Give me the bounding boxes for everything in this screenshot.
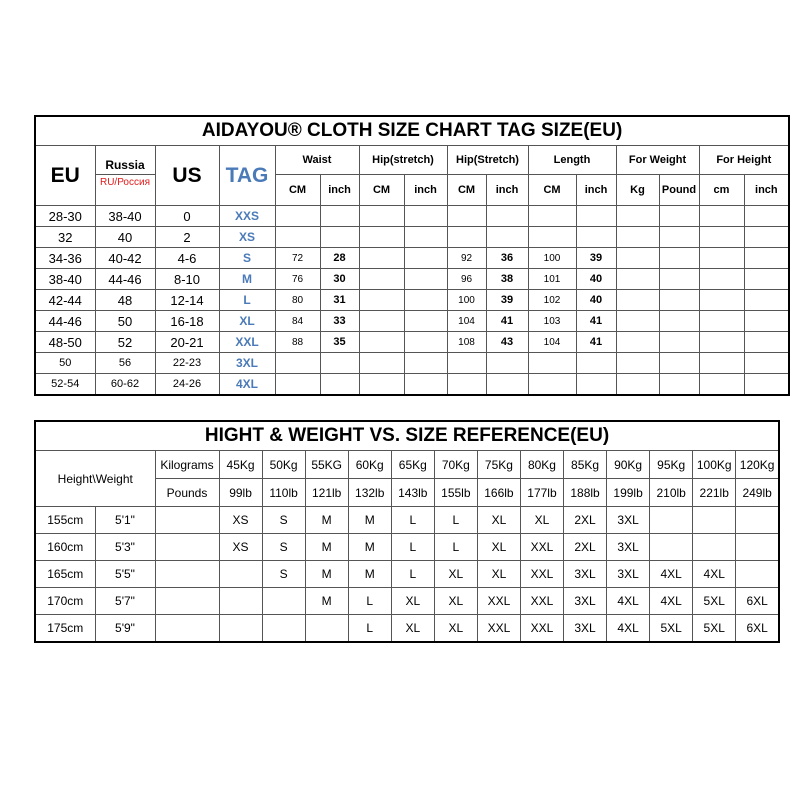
hip1-cm-cell bbox=[359, 311, 404, 332]
eu-size-cell: 42-44 bbox=[35, 290, 95, 311]
size-cell bbox=[219, 588, 262, 615]
for-weight-header: For Weight bbox=[616, 146, 699, 175]
hip2-inch-cell: 39 bbox=[486, 290, 528, 311]
size-cell bbox=[736, 534, 779, 561]
length-cm-cell: 100 bbox=[528, 248, 576, 269]
size-cell: XXL bbox=[520, 534, 563, 561]
kilograms-label: Kilograms bbox=[155, 451, 219, 479]
weight-kg-cell bbox=[616, 353, 659, 374]
kilogram-header-cell: 95Kg bbox=[650, 451, 693, 479]
hip2-cm-cell: 108 bbox=[447, 332, 486, 353]
size-cell: L bbox=[391, 561, 434, 588]
hip2-inch-cell: 36 bbox=[486, 248, 528, 269]
hip1-inch-cell bbox=[404, 269, 447, 290]
ru-size-cell: 56 bbox=[95, 353, 155, 374]
hip1-cm-cell bbox=[359, 269, 404, 290]
table-row bbox=[35, 561, 779, 588]
tag-header: TAG bbox=[219, 146, 275, 206]
table-row bbox=[35, 534, 779, 561]
spacer-cell bbox=[155, 588, 219, 615]
size-cell: XL bbox=[434, 561, 477, 588]
size-cell bbox=[305, 615, 348, 643]
size-cell bbox=[262, 615, 305, 643]
tag-size-cell: XS bbox=[219, 227, 275, 248]
waist-cm-cell: 76 bbox=[275, 269, 320, 290]
height-inch-cell bbox=[744, 290, 789, 311]
hip2-cm-cell bbox=[447, 374, 486, 396]
table-row bbox=[35, 374, 789, 396]
table-row bbox=[35, 332, 789, 353]
tag-size-cell: XL bbox=[219, 311, 275, 332]
eu-size-cell: 34-36 bbox=[35, 248, 95, 269]
size-cell: M bbox=[305, 507, 348, 534]
length-cm-cell: 101 bbox=[528, 269, 576, 290]
length-inch-cell bbox=[576, 206, 616, 227]
height-cm-cell: 170cm bbox=[35, 588, 95, 615]
waist-inch-header: inch bbox=[320, 175, 359, 206]
table-row bbox=[35, 206, 789, 227]
size-cell: L bbox=[391, 507, 434, 534]
weight-pound-cell bbox=[659, 332, 699, 353]
table-row bbox=[35, 227, 789, 248]
size-cell: 3XL bbox=[564, 588, 607, 615]
kilogram-header-cell: 75Kg bbox=[477, 451, 520, 479]
size-cell: XL bbox=[434, 588, 477, 615]
height-inch-cell bbox=[744, 353, 789, 374]
kilogram-header-cell: 85Kg bbox=[564, 451, 607, 479]
kilogram-header-cell: 100Kg bbox=[693, 451, 736, 479]
hip2-cm-cell: 100 bbox=[447, 290, 486, 311]
weight-pound-cell bbox=[659, 248, 699, 269]
weight-kg-cell bbox=[616, 332, 659, 353]
pound-header-cell: 188lb bbox=[564, 479, 607, 507]
waist-inch-cell bbox=[320, 374, 359, 396]
length-cm-cell: 103 bbox=[528, 311, 576, 332]
pound-header-cell: 143lb bbox=[391, 479, 434, 507]
weight-pound-cell bbox=[659, 374, 699, 396]
waist-cm-cell: 84 bbox=[275, 311, 320, 332]
weight-kg-cell bbox=[616, 269, 659, 290]
pound-header-cell: 155lb bbox=[434, 479, 477, 507]
tag-size-cell: S bbox=[219, 248, 275, 269]
hip1-cm-cell bbox=[359, 227, 404, 248]
hip1-inch-cell bbox=[404, 290, 447, 311]
height-cm-cell bbox=[699, 332, 744, 353]
height-ft-cell: 5'1" bbox=[95, 507, 155, 534]
size-cell: L bbox=[391, 534, 434, 561]
pound-header-cell: 132lb bbox=[348, 479, 391, 507]
height-weight-reference bbox=[34, 420, 780, 643]
size-cell: 2XL bbox=[564, 534, 607, 561]
pound-header-cell: 199lb bbox=[607, 479, 650, 507]
table-row bbox=[35, 353, 789, 374]
kilogram-header-cell: 60Kg bbox=[348, 451, 391, 479]
waist-cm-cell: 88 bbox=[275, 332, 320, 353]
weight-kg-cell bbox=[616, 311, 659, 332]
size-cell: XXL bbox=[477, 615, 520, 643]
weight-kg-cell bbox=[616, 248, 659, 269]
hip1-cm-cell bbox=[359, 206, 404, 227]
size-cell: M bbox=[305, 534, 348, 561]
size-cell: L bbox=[348, 588, 391, 615]
eu-size-cell: 38-40 bbox=[35, 269, 95, 290]
kilogram-header-cell: 80Kg bbox=[520, 451, 563, 479]
hip1-inch-cell bbox=[404, 248, 447, 269]
pounds-label: Pounds bbox=[155, 479, 219, 507]
eu-size-cell: 44-46 bbox=[35, 311, 95, 332]
us-size-cell: 0 bbox=[155, 206, 219, 227]
weight-pound-cell bbox=[659, 290, 699, 311]
hip1-cm-cell bbox=[359, 374, 404, 396]
kilogram-header-cell: 120Kg bbox=[736, 451, 779, 479]
hip1-cm-cell bbox=[359, 353, 404, 374]
hip1-inch-cell bbox=[404, 332, 447, 353]
pound-header-cell: 166lb bbox=[477, 479, 520, 507]
height-inch-cell bbox=[744, 227, 789, 248]
length-inch-cell: 40 bbox=[576, 269, 616, 290]
size-cell bbox=[650, 534, 693, 561]
eu-size-cell: 32 bbox=[35, 227, 95, 248]
hip2-cm-cell bbox=[447, 227, 486, 248]
weight-kg-cell bbox=[616, 290, 659, 311]
pound-header-cell: 210lb bbox=[650, 479, 693, 507]
waist-inch-cell bbox=[320, 206, 359, 227]
size-cell: 4XL bbox=[693, 561, 736, 588]
height-cm-header: cm bbox=[699, 175, 744, 206]
hip2-inch-cell: 41 bbox=[486, 311, 528, 332]
height-ft-cell: 5'7" bbox=[95, 588, 155, 615]
weight-pound-cell bbox=[659, 311, 699, 332]
weight-pound-cell bbox=[659, 353, 699, 374]
size-cell: 4XL bbox=[607, 588, 650, 615]
pound-header-cell: 249lb bbox=[736, 479, 779, 507]
tag-size-cell: XXS bbox=[219, 206, 275, 227]
eu-header: EU bbox=[35, 146, 95, 206]
eu-size-cell: 48-50 bbox=[35, 332, 95, 353]
weight-kg-cell bbox=[616, 206, 659, 227]
hip1-cm-cell bbox=[359, 290, 404, 311]
hip2-cm-cell: 96 bbox=[447, 269, 486, 290]
waist-inch-cell bbox=[320, 227, 359, 248]
waist-inch-cell: 33 bbox=[320, 311, 359, 332]
length-cm-cell bbox=[528, 353, 576, 374]
size-cell: L bbox=[434, 534, 477, 561]
size-cell: 3XL bbox=[607, 561, 650, 588]
hip1-cm-cell bbox=[359, 248, 404, 269]
size-cell: XL bbox=[520, 507, 563, 534]
weight-pound-cell bbox=[659, 206, 699, 227]
size-cell bbox=[693, 507, 736, 534]
ru-size-cell: 38-40 bbox=[95, 206, 155, 227]
ru-size-cell: 60-62 bbox=[95, 374, 155, 396]
waist-header: Waist bbox=[275, 146, 359, 175]
weight-kg-header: Kg bbox=[616, 175, 659, 206]
cloth-size-chart bbox=[34, 115, 790, 396]
us-size-cell: 16-18 bbox=[155, 311, 219, 332]
kilogram-header-cell: 55KG bbox=[305, 451, 348, 479]
size-cell: 2XL bbox=[564, 507, 607, 534]
tag-size-cell: XXL bbox=[219, 332, 275, 353]
height-cm-cell bbox=[699, 290, 744, 311]
size-cell: XL bbox=[477, 561, 520, 588]
pound-header-cell: 221lb bbox=[693, 479, 736, 507]
us-size-cell: 24-26 bbox=[155, 374, 219, 396]
hip2-cm-cell bbox=[447, 206, 486, 227]
table-row bbox=[35, 290, 789, 311]
height-inch-cell bbox=[744, 374, 789, 396]
waist-cm-cell bbox=[275, 353, 320, 374]
hip1-inch-cell bbox=[404, 353, 447, 374]
size-cell bbox=[219, 615, 262, 643]
height-ft-cell: 5'9" bbox=[95, 615, 155, 643]
height-cm-cell: 175cm bbox=[35, 615, 95, 643]
size-cell: XL bbox=[391, 615, 434, 643]
height-inch-cell bbox=[744, 311, 789, 332]
ru-size-cell: 52 bbox=[95, 332, 155, 353]
size-cell: 4XL bbox=[650, 588, 693, 615]
hip2-inch-cell bbox=[486, 353, 528, 374]
size-cell: 6XL bbox=[736, 615, 779, 643]
hip2-inch-cell: 38 bbox=[486, 269, 528, 290]
waist-inch-cell: 28 bbox=[320, 248, 359, 269]
size-cell: 3XL bbox=[607, 534, 650, 561]
height-cm-cell: 165cm bbox=[35, 561, 95, 588]
reference-title: HIGHT & WEIGHT VS. SIZE REFERENCE(EU) bbox=[35, 421, 779, 451]
kilogram-header-cell: 90Kg bbox=[607, 451, 650, 479]
tag-size-cell: L bbox=[219, 290, 275, 311]
waist-inch-cell: 31 bbox=[320, 290, 359, 311]
size-cell: 4XL bbox=[607, 615, 650, 643]
length-cm-cell bbox=[528, 374, 576, 396]
hip1-cm-cell bbox=[359, 332, 404, 353]
kilogram-header-cell: 65Kg bbox=[391, 451, 434, 479]
size-cell: XXL bbox=[520, 588, 563, 615]
length-header: Length bbox=[528, 146, 616, 175]
length-inch-header: inch bbox=[576, 175, 616, 206]
size-cell: S bbox=[262, 534, 305, 561]
size-cell: XXL bbox=[477, 588, 520, 615]
hip1-inch-header: inch bbox=[404, 175, 447, 206]
height-ft-cell: 5'3" bbox=[95, 534, 155, 561]
hip2-cm-cell: 104 bbox=[447, 311, 486, 332]
tag-size-cell: M bbox=[219, 269, 275, 290]
tag-size-cell: 3XL bbox=[219, 353, 275, 374]
waist-inch-cell: 30 bbox=[320, 269, 359, 290]
hip2-inch-cell bbox=[486, 206, 528, 227]
us-header: US bbox=[155, 146, 219, 206]
height-weight-label: Height\Weight bbox=[35, 451, 155, 507]
pound-header-cell: 110lb bbox=[262, 479, 305, 507]
hip-stretch-header: Hip(stretch) bbox=[359, 146, 447, 175]
length-inch-cell: 40 bbox=[576, 290, 616, 311]
length-inch-cell bbox=[576, 374, 616, 396]
kilogram-header-cell: 45Kg bbox=[219, 451, 262, 479]
ru-size-cell: 48 bbox=[95, 290, 155, 311]
size-cell: XL bbox=[391, 588, 434, 615]
height-cm-cell bbox=[699, 269, 744, 290]
length-cm-cell: 104 bbox=[528, 332, 576, 353]
size-cell: 4XL bbox=[650, 561, 693, 588]
height-cm-cell bbox=[699, 206, 744, 227]
pound-header-cell: 99lb bbox=[219, 479, 262, 507]
size-cell bbox=[693, 534, 736, 561]
hip2-cm-cell bbox=[447, 353, 486, 374]
size-cell: S bbox=[262, 561, 305, 588]
waist-inch-cell bbox=[320, 353, 359, 374]
height-ft-cell: 5'5" bbox=[95, 561, 155, 588]
ru-size-cell: 40 bbox=[95, 227, 155, 248]
table-row bbox=[35, 248, 789, 269]
russia-header: Russia bbox=[95, 146, 155, 175]
us-size-cell: 4-6 bbox=[155, 248, 219, 269]
us-size-cell: 2 bbox=[155, 227, 219, 248]
tag-size-cell: 4XL bbox=[219, 374, 275, 396]
size-cell: XS bbox=[219, 507, 262, 534]
waist-cm-cell: 72 bbox=[275, 248, 320, 269]
size-cell: M bbox=[348, 534, 391, 561]
table-row bbox=[35, 311, 789, 332]
waist-inch-cell: 35 bbox=[320, 332, 359, 353]
size-cell bbox=[736, 507, 779, 534]
eu-size-cell: 28-30 bbox=[35, 206, 95, 227]
size-cell: S bbox=[262, 507, 305, 534]
size-cell: M bbox=[305, 588, 348, 615]
length-cm-header: CM bbox=[528, 175, 576, 206]
waist-cm-cell bbox=[275, 206, 320, 227]
hip-stretch-header-2: Hip(Stretch) bbox=[447, 146, 528, 175]
hip2-inch-cell bbox=[486, 227, 528, 248]
ru-subheader: RU/Россия bbox=[95, 175, 155, 206]
size-cell: 3XL bbox=[607, 507, 650, 534]
us-size-cell: 12-14 bbox=[155, 290, 219, 311]
hip1-cm-header: CM bbox=[359, 175, 404, 206]
waist-cm-header: CM bbox=[275, 175, 320, 206]
length-cm-cell bbox=[528, 206, 576, 227]
height-inch-cell bbox=[744, 206, 789, 227]
size-cell: XXL bbox=[520, 615, 563, 643]
size-cell: 3XL bbox=[564, 615, 607, 643]
length-inch-cell: 41 bbox=[576, 332, 616, 353]
size-cell bbox=[736, 561, 779, 588]
table-row bbox=[35, 269, 789, 290]
table-row bbox=[35, 507, 779, 534]
hip1-inch-cell bbox=[404, 206, 447, 227]
size-cell: M bbox=[348, 507, 391, 534]
length-inch-cell: 41 bbox=[576, 311, 616, 332]
hip2-cm-header: CM bbox=[447, 175, 486, 206]
us-size-cell: 20-21 bbox=[155, 332, 219, 353]
pound-header-cell: 177lb bbox=[520, 479, 563, 507]
hip1-inch-cell bbox=[404, 311, 447, 332]
size-cell: XL bbox=[477, 507, 520, 534]
size-chart-title: AIDAYOU® CLOTH SIZE CHART TAG SIZE(EU) bbox=[35, 116, 789, 146]
table-row bbox=[35, 588, 779, 615]
us-size-cell: 8-10 bbox=[155, 269, 219, 290]
ru-size-cell: 50 bbox=[95, 311, 155, 332]
hip1-inch-cell bbox=[404, 374, 447, 396]
size-cell bbox=[262, 588, 305, 615]
size-cell: L bbox=[348, 615, 391, 643]
length-inch-cell bbox=[576, 353, 616, 374]
height-inch-cell bbox=[744, 332, 789, 353]
spacer-cell bbox=[155, 561, 219, 588]
weight-pound-cell bbox=[659, 227, 699, 248]
weight-kg-cell bbox=[616, 227, 659, 248]
hip2-inch-header: inch bbox=[486, 175, 528, 206]
eu-size-cell: 50 bbox=[35, 353, 95, 374]
weight-pound-header: Pound bbox=[659, 175, 699, 206]
hip2-inch-cell bbox=[486, 374, 528, 396]
pound-header-cell: 121lb bbox=[305, 479, 348, 507]
weight-pound-cell bbox=[659, 269, 699, 290]
height-cm-cell bbox=[699, 227, 744, 248]
height-cm-cell bbox=[699, 374, 744, 396]
us-size-cell: 22-23 bbox=[155, 353, 219, 374]
height-cm-cell bbox=[699, 311, 744, 332]
size-cell: 6XL bbox=[736, 588, 779, 615]
waist-cm-cell bbox=[275, 227, 320, 248]
height-cm-cell: 160cm bbox=[35, 534, 95, 561]
height-inch-cell bbox=[744, 269, 789, 290]
size-cell: M bbox=[348, 561, 391, 588]
kilogram-header-cell: 70Kg bbox=[434, 451, 477, 479]
hip1-inch-cell bbox=[404, 227, 447, 248]
eu-size-cell: 52-54 bbox=[35, 374, 95, 396]
ru-size-cell: 44-46 bbox=[95, 269, 155, 290]
length-inch-cell: 39 bbox=[576, 248, 616, 269]
height-cm-cell bbox=[699, 248, 744, 269]
waist-cm-cell: 80 bbox=[275, 290, 320, 311]
height-inch-header: inch bbox=[744, 175, 789, 206]
height-cm-cell: 155cm bbox=[35, 507, 95, 534]
spacer-cell bbox=[155, 507, 219, 534]
size-cell: 5XL bbox=[650, 615, 693, 643]
size-cell: XS bbox=[219, 534, 262, 561]
size-cell: XL bbox=[477, 534, 520, 561]
waist-cm-cell bbox=[275, 374, 320, 396]
hip2-inch-cell: 43 bbox=[486, 332, 528, 353]
for-height-header: For Height bbox=[699, 146, 789, 175]
ru-size-cell: 40-42 bbox=[95, 248, 155, 269]
size-cell bbox=[650, 507, 693, 534]
size-cell: 3XL bbox=[564, 561, 607, 588]
size-cell: 5XL bbox=[693, 588, 736, 615]
table-row bbox=[35, 615, 779, 643]
kilogram-header-cell: 50Kg bbox=[262, 451, 305, 479]
length-inch-cell bbox=[576, 227, 616, 248]
size-cell bbox=[219, 561, 262, 588]
height-cm-cell bbox=[699, 353, 744, 374]
spacer-cell bbox=[155, 534, 219, 561]
size-cell: 5XL bbox=[693, 615, 736, 643]
size-cell: XXL bbox=[520, 561, 563, 588]
height-inch-cell bbox=[744, 248, 789, 269]
length-cm-cell: 102 bbox=[528, 290, 576, 311]
hip2-cm-cell: 92 bbox=[447, 248, 486, 269]
size-cell: XL bbox=[434, 615, 477, 643]
length-cm-cell bbox=[528, 227, 576, 248]
weight-kg-cell bbox=[616, 374, 659, 396]
size-cell: M bbox=[305, 561, 348, 588]
size-cell: L bbox=[434, 507, 477, 534]
spacer-cell bbox=[155, 615, 219, 643]
